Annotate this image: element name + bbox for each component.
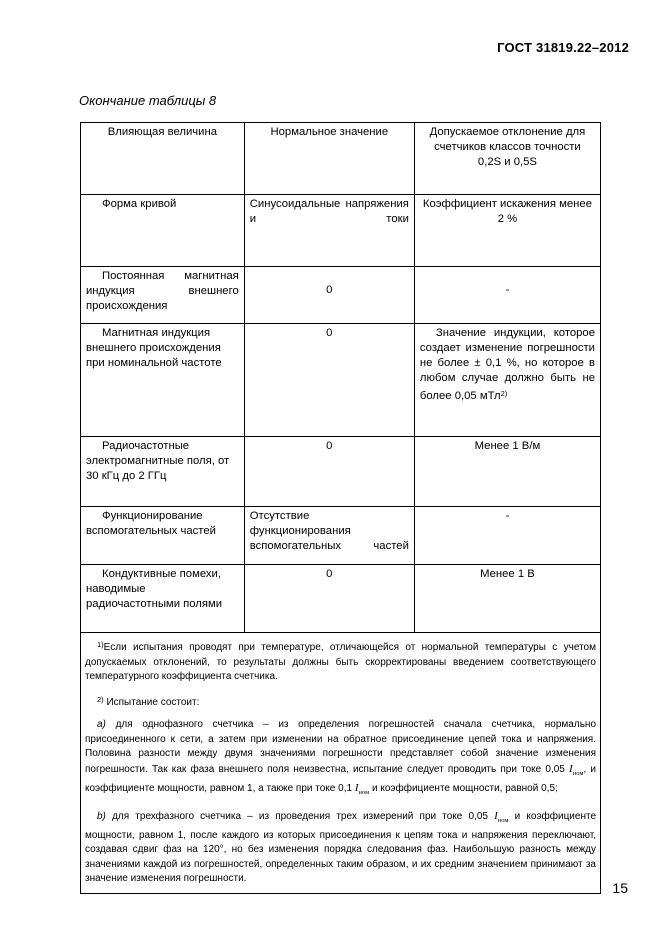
current-symbol: $I_{ном}$ [354, 782, 370, 797]
row-normal-value: 0 [244, 324, 414, 437]
item-b-text: и коэффициенте мощности, равном 1, после каждого из которых присоединения к цепям тока и напряжения переключают, создавая сдвиг фаз на 120°, но без изменения порядка следования фаз. Наибольшую разность между значениями каждой из погрешностей, определенных таким образом, и их средним значением принимают за значение изменения погрешности. [85, 810, 597, 885]
row-normal-value: Синусоидальные напряжения и токи [244, 195, 414, 267]
row-normal-value: 0 [244, 267, 414, 324]
row-quantity: Постоянная магнитная индукция внешнего происхождения [81, 267, 245, 324]
table-row [81, 565, 601, 633]
footnote-mark: 2) [97, 694, 104, 704]
table-header-row [81, 123, 601, 195]
table-caption: Окончание таблицы 8 [79, 93, 217, 108]
row-quantity: Форма кривой [81, 195, 245, 267]
current-symbol: $I_{ном}$ [569, 762, 584, 777]
row-normal-value: 0 [244, 437, 414, 507]
footnote-mark: 2) [500, 389, 508, 398]
page-number: 15 [612, 880, 628, 896]
item-a-text: , и коэффициенте мощности, равном 1, а также при токе 0,1 [85, 763, 596, 795]
note-2 [85, 693, 596, 711]
row-deviation: Коэффициент искажения менее 2 % [414, 195, 600, 267]
row-quantity: Магнитная индукция внешнего происхождения при номинальной частоте [81, 324, 245, 437]
row-quantity: Кондуктивные помехи, наводимые радиочастотными полями [81, 565, 245, 633]
header-quantity: Влияющая величина [81, 123, 245, 195]
note-2-text: Испытание состоит: [106, 696, 200, 708]
standard-number: ГОСТ 31819.22–2012 [497, 40, 629, 55]
row-deviation: - [414, 267, 600, 324]
note-2a [85, 718, 596, 801]
item-b-text: для трехфазного счетчика – из проведения трех измерений при токе 0,05 [112, 810, 488, 822]
note-2b [85, 809, 596, 887]
header-normal-value: Нормальное значение [244, 123, 414, 195]
item-b-label: b) [97, 810, 106, 822]
table-row [81, 507, 601, 565]
item-a-text: для однофазного счетчика – из определения погрешностей сначала счетчика, нормально присоединенного к сети, а затем при изменении на обратное присоединение цепей тока и напряжения. Половина разности между двумя значениями погрешности представляет собой значение изменения погрешности. Так как фаза внешнего поля неизвестна, испытание следует проводить при токе 0,05 [85, 719, 597, 775]
notes-row [81, 633, 601, 894]
table-row [81, 267, 601, 324]
table-row [81, 195, 601, 267]
row-deviation: - [414, 507, 600, 565]
table-row [81, 324, 601, 437]
row-normal-value: 0 [244, 565, 414, 633]
note-1-text: Если испытания проводят при температуре, отличающейся от нормальной температуры с учетом допускаемых отклонений, то результаты должны быть скорректированы введением соответствующего температурного коэффициента счетчика. [85, 642, 596, 682]
row-deviation: Менее 1 В [414, 565, 600, 633]
item-a-label: а) [97, 719, 106, 730]
row-quantity: Радиочастотные электромагнитные поля, от 30 кГц до 2 ГГц [81, 437, 245, 507]
table-notes [81, 633, 601, 894]
current-symbol: $I_{ном}$ [494, 809, 509, 825]
row-deviation [414, 324, 600, 437]
row-deviation: Менее 1 В/м [414, 437, 600, 507]
item-a-text: и коэффициенте мощности, равной 0,5; [371, 783, 558, 795]
footnote-mark: 1) [97, 640, 104, 649]
influence-table [80, 122, 601, 894]
header-deviation: Допускаемое отклонение для счетчиков классов точности 0,2S и 0,5S [414, 123, 600, 195]
row-quantity: Функционирование вспомогательных частей [81, 507, 245, 565]
note-1 [85, 638, 596, 685]
row-normal-value: Отсутствие функционирования вспомогательных частей [244, 507, 414, 565]
table-row [81, 437, 601, 507]
deviation-text: Значение индукции, которое создает изменение погрешности не более ± 0,1 %, но которое в любом случае должно быть не более 0,05 мТл [419, 327, 595, 402]
